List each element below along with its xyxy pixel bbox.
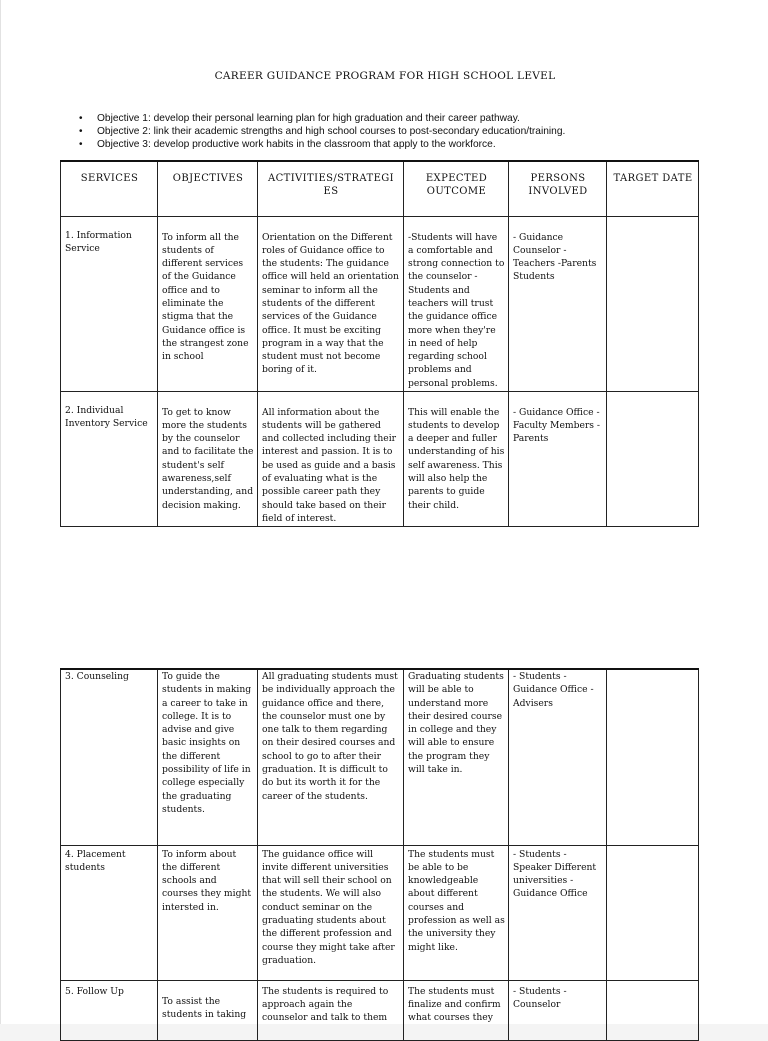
header-activities: ACTIVITIES/STRATEGI ES xyxy=(258,161,404,216)
cell-target-date xyxy=(607,669,699,845)
cell-outcome: Graduating students will be able to understand more their desired course in college and they will able to ensure the program they will take in. xyxy=(404,669,509,845)
cell-target-date xyxy=(607,845,699,980)
table-row xyxy=(61,845,699,980)
table-row xyxy=(61,669,699,845)
cell-activities: The students is required to approach again the counselor and talk to them xyxy=(258,980,404,1040)
cell-objectives: To get to know more the students by the counselor and to facilitate the student's self awareness,self understanding, and decision making. xyxy=(158,391,258,526)
table-row xyxy=(61,391,699,526)
cell-persons: - Guidance Office - Faculty Members - Parents xyxy=(509,391,607,526)
cell-activities: All information about the students will be gathered and collected including their interest and passion. It is to be used as guide and a basis of evaluating what is the possible career path they should take based on their field of interest. xyxy=(258,391,404,526)
cell-objectives: To inform about the different schools and courses they might intersted in. xyxy=(158,845,258,980)
cell-activities: Orientation on the Different roles of Guidance office to the students: The guidance office will held an orientation seminar to inform all the students of the different services of the Guidance office. It must be exciting program in a way that the student must not become boring of it. xyxy=(258,216,404,391)
header-persons-involved: PERSONS INVOLVED xyxy=(509,161,607,216)
cell-activities: The guidance office will invite different universities that will sell their school on the students. We will also conduct seminar on the graduating students about the different profession and course they might take after graduation. xyxy=(258,845,404,980)
cell-activities: All graduating students must be individually approach the guidance office and there, the counselor must one by one talk to them regarding on their desired courses and school to go to after their graduation. It is difficult to do but its worth it for the career of the students. xyxy=(258,669,404,845)
objective-item: • Objective 1: develop their personal learning plan for high graduation and their career pathway. xyxy=(79,112,565,125)
table-header-row xyxy=(61,161,699,216)
guidance-program-table-continued xyxy=(60,668,699,1041)
cell-objectives: To assist the students in taking xyxy=(158,980,258,1040)
cell-service: 1. Information Service xyxy=(61,216,158,391)
cell-objectives: To guide the students in making a career to take in college. It is to advise and give basic insights on the different possibility of life in college especially the graduating students. xyxy=(158,669,258,845)
cell-outcome: This will enable the students to develop a deeper and fuller understanding of his self awareness. This will also help the parents to guide their child. xyxy=(404,391,509,526)
cell-target-date xyxy=(607,980,699,1040)
cell-outcome: The students must be able to be knowledgeable about different courses and profession as well as the university they might like. xyxy=(404,845,509,980)
document-title: CAREER GUIDANCE PROGRAM FOR HIGH SCHOOL LEVEL xyxy=(214,70,556,82)
header-services: SERVICES xyxy=(61,161,158,216)
cell-objectives: To inform all the students of different services of the Guidance office and to eliminate the stigma that the Guidance office is the strangest zone in school xyxy=(158,216,258,391)
cell-outcome: -Students will have a comfortable and strong connection to the counselor -Students and teachers will trust the guidance office more when they're in need of help regarding school problems and personal problems. xyxy=(404,216,509,391)
cell-service: 3. Counseling xyxy=(61,669,158,845)
table-row xyxy=(61,216,699,391)
cell-persons: - Guidance Counselor -Teachers -Parents Students xyxy=(509,216,607,391)
objective-item: • Objective 2: link their academic strengths and high school courses to post-secondary education/training. xyxy=(79,125,565,138)
cell-service: 4. Placement students xyxy=(61,845,158,980)
cell-persons: - Students -Speaker Different universities - Guidance Office xyxy=(509,845,607,980)
header-objectives: OBJECTIVES xyxy=(158,161,258,216)
header-target-date: TARGET DATE xyxy=(607,161,699,216)
guidance-program-table xyxy=(60,160,699,527)
objective-item: • Objective 3: develop productive work habits in the classroom that apply to the workforce. xyxy=(79,138,565,151)
cell-outcome: The students must finalize and confirm what courses they xyxy=(404,980,509,1040)
cell-target-date xyxy=(607,391,699,526)
cell-persons: - Students - Counselor xyxy=(509,980,607,1040)
table-row xyxy=(61,980,699,1040)
objectives-list xyxy=(79,112,565,151)
cell-service: 2. Individual Inventory Service xyxy=(61,391,158,526)
cell-target-date xyxy=(607,216,699,391)
header-expected-outcome: EXPECTED OUTCOME xyxy=(404,161,509,216)
cell-persons: - Students - Guidance Office - Advisers xyxy=(509,669,607,845)
cell-service: 5. Follow Up xyxy=(61,980,158,1040)
